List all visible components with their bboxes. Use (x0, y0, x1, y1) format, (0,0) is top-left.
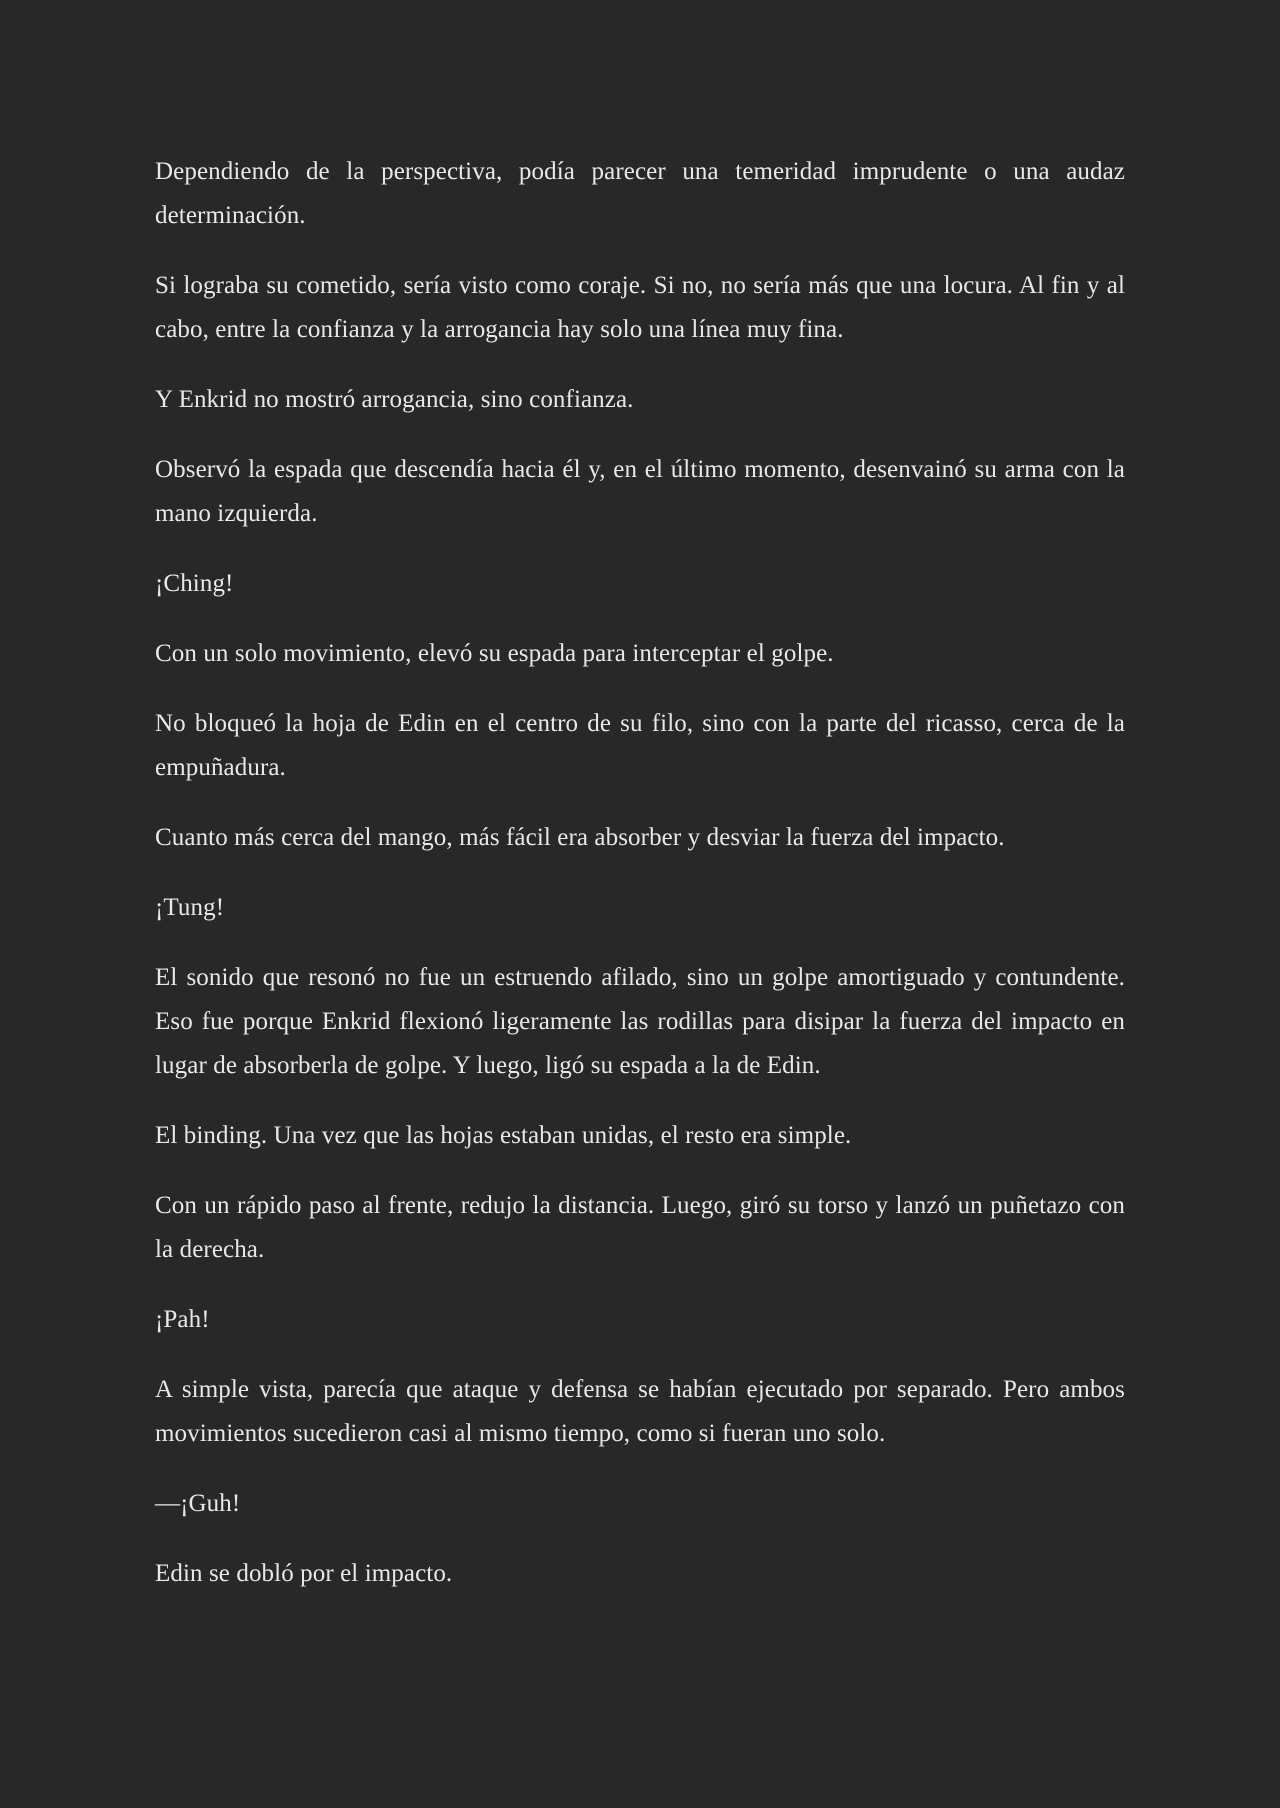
paragraph: Cuanto más cerca del mango, más fácil era absorber y desviar la fuerza del impacto. (155, 824, 1005, 851)
paragraph: Y Enkrid no mostró arrogancia, sino confianza. (155, 386, 634, 413)
paragraph: ¡Pah! (155, 1306, 210, 1333)
chapter-text (155, 150, 1125, 1596)
paragraph: Dependiendo de la perspectiva, podía parecer una temeridad imprudente o una audaz determinación. (155, 158, 1125, 229)
paragraph: El sonido que resonó no fue un estruendo afilado, sino un golpe amortiguado y contundente. Eso fue porque Enkrid flexionó ligeramente las rodillas para disipar la fuerza del impacto en lugar de absorberla de golpe. Y luego, ligó su espada a la de Edin. (155, 964, 1125, 1079)
paragraph: ¡Ching! (155, 570, 234, 597)
paragraph: —¡Guh! (155, 1490, 241, 1517)
paragraph: ¡Tung! (155, 894, 225, 921)
paragraph: El binding. Una vez que las hojas estaban unidas, el resto era simple. (155, 1122, 852, 1149)
paragraph: Observó la espada que descendía hacia él y, en el último momento, desenvainó su arma con la mano izquierda. (155, 456, 1125, 527)
paragraph: Con un solo movimiento, elevó su espada para interceptar el golpe. (155, 640, 834, 667)
paragraph: Si lograba su cometido, sería visto como coraje. Si no, no sería más que una locura. Al fin y al cabo, entre la confianza y la arrogancia hay solo una línea muy fina. (155, 272, 1125, 343)
paragraph: No bloqueó la hoja de Edin en el centro de su filo, sino con la parte del ricasso, cerca de la empuñadura. (155, 710, 1125, 781)
paragraph: A simple vista, parecía que ataque y defensa se habían ejecutado por separado. Pero ambos movimientos sucedieron casi al mismo tiempo, como si fueran uno solo. (155, 1376, 1125, 1447)
paragraph: Edin se dobló por el impacto. (155, 1560, 453, 1587)
paragraph: Con un rápido paso al frente, redujo la distancia. Luego, giró su torso y lanzó un puñetazo con la derecha. (155, 1192, 1125, 1263)
